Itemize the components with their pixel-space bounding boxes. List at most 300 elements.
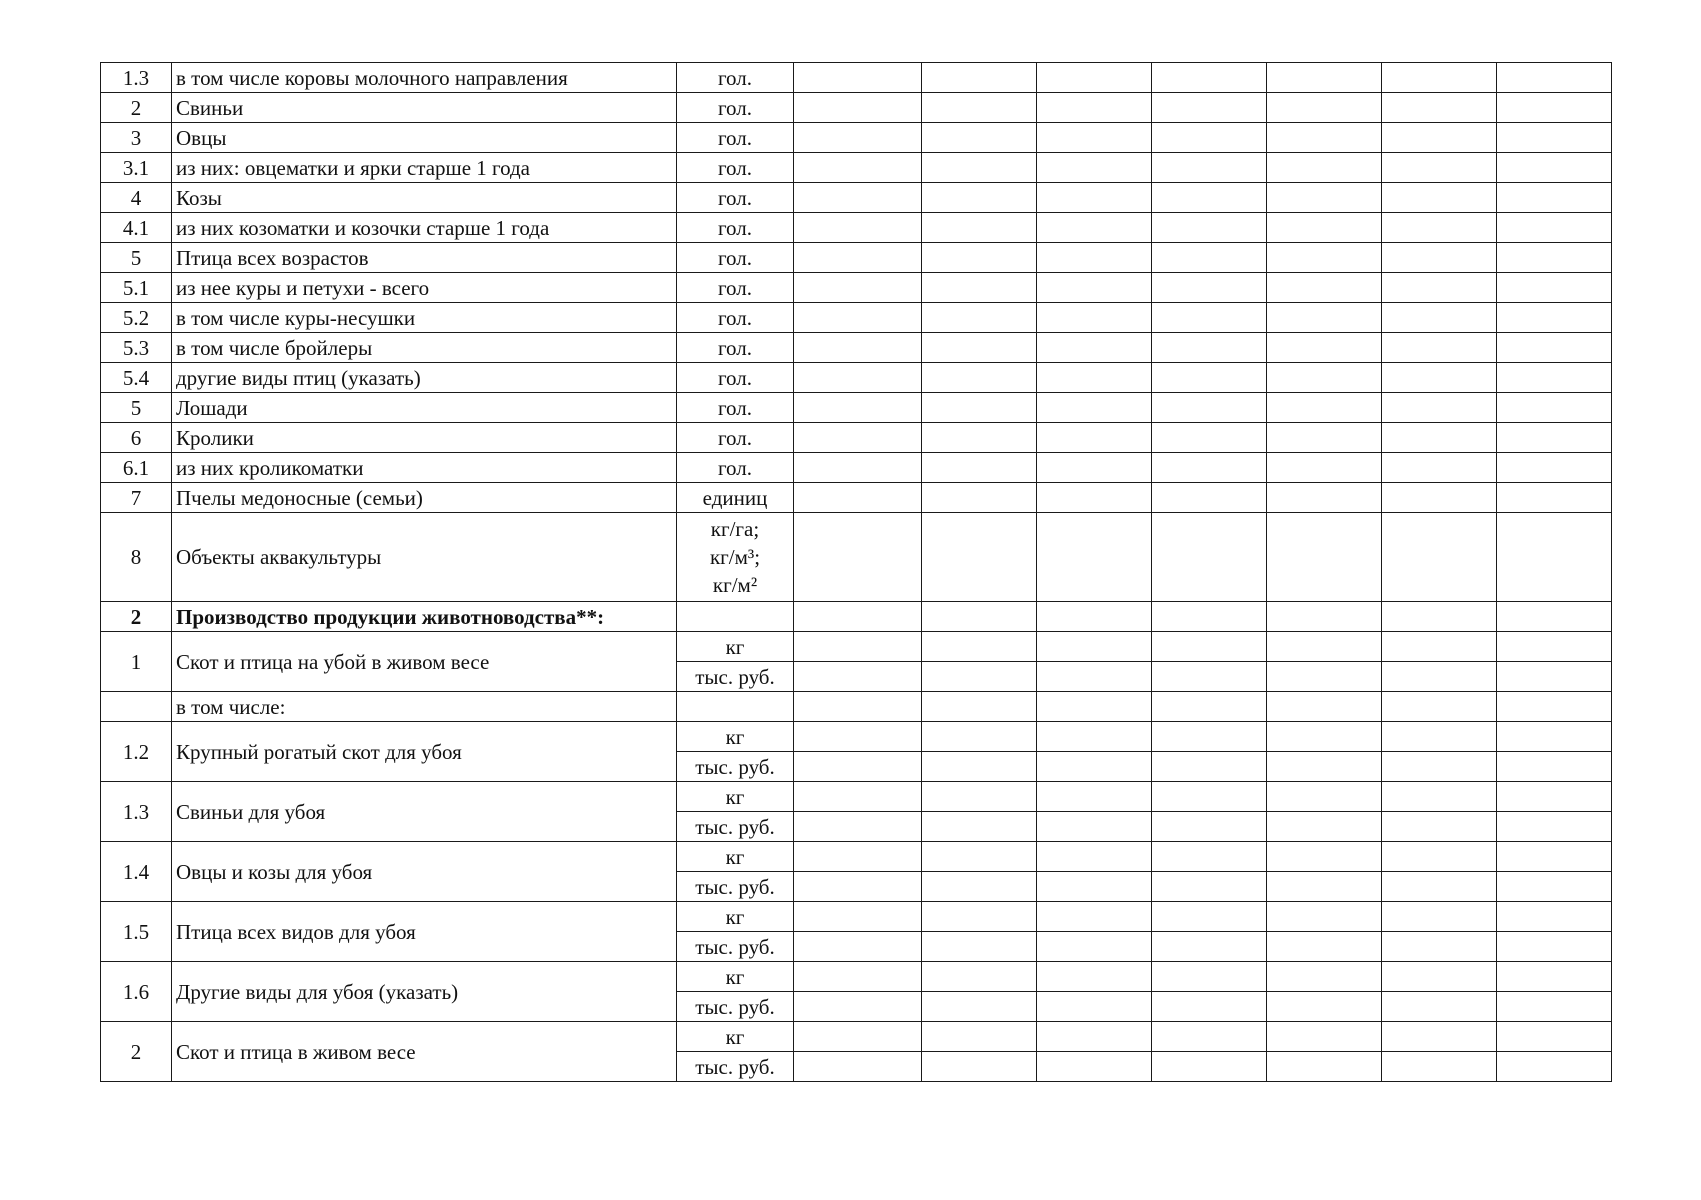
value-cell[interactable] [1267,183,1382,213]
row-indicator-name: в том числе куры-несушки [172,303,677,333]
unit-line: кг/га; [710,517,760,541]
value-cell[interactable] [922,123,1037,153]
value-cell[interactable] [1267,453,1382,483]
table-row [101,902,1612,932]
value-cell[interactable] [794,303,922,333]
value-cell[interactable] [1037,513,1152,602]
value-cell[interactable] [1037,483,1152,513]
row-indicator-name: Кролики [172,423,677,453]
row-indicator-name: из нее куры и петухи - всего [172,273,677,303]
value-cell[interactable] [794,902,922,932]
row-number: 1 [101,632,172,692]
value-cell[interactable] [1497,213,1612,243]
value-cell[interactable] [1037,213,1152,243]
value-cell[interactable] [1497,692,1612,722]
value-cell[interactable] [1267,692,1382,722]
value-cell[interactable] [1152,123,1267,153]
value-cell[interactable] [1267,63,1382,93]
row-indicator-name: другие виды птиц (указать) [172,363,677,393]
value-cell[interactable] [1267,213,1382,243]
value-cell[interactable] [1037,93,1152,123]
value-cell[interactable] [1497,1052,1612,1082]
value-cell[interactable] [794,453,922,483]
value-cell[interactable] [1382,752,1497,782]
value-cell[interactable] [1382,93,1497,123]
row-indicator-name: Производство продукции животноводства**: [172,602,677,632]
value-cell[interactable] [922,93,1037,123]
value-cell[interactable] [1037,662,1152,692]
value-cell[interactable] [794,932,922,962]
row-unit: кг [677,632,794,662]
row-indicator-name: Овцы и козы для убоя [172,842,677,902]
row-indicator-name: в том числе бройлеры [172,333,677,363]
value-cell[interactable] [1267,872,1382,902]
value-cell[interactable] [1497,153,1612,183]
value-cell[interactable] [1497,243,1612,273]
table-row [101,453,1612,483]
value-cell[interactable] [922,183,1037,213]
value-cell[interactable] [1497,1022,1612,1052]
value-cell[interactable] [1267,902,1382,932]
value-cell[interactable] [1497,393,1612,423]
value-cell[interactable] [1152,183,1267,213]
value-cell[interactable] [1497,453,1612,483]
value-cell[interactable] [1152,662,1267,692]
value-cell[interactable] [1037,243,1152,273]
value-cell[interactable] [1267,153,1382,183]
value-cell[interactable] [1382,1052,1497,1082]
value-cell[interactable] [922,992,1037,1022]
value-cell[interactable] [1382,872,1497,902]
table-row [101,93,1612,123]
value-cell[interactable] [794,183,922,213]
value-cell[interactable] [1497,782,1612,812]
value-cell[interactable] [1037,692,1152,722]
value-cell[interactable] [1267,932,1382,962]
value-cell[interactable] [1497,333,1612,363]
value-cell[interactable] [1497,93,1612,123]
value-cell[interactable] [1152,513,1267,602]
value-cell[interactable] [1037,632,1152,662]
value-cell[interactable] [1382,692,1497,722]
value-cell[interactable] [922,752,1037,782]
row-number: 8 [101,513,172,602]
value-cell[interactable] [1037,752,1152,782]
value-cell[interactable] [1497,63,1612,93]
value-cell[interactable] [1382,183,1497,213]
row-number: 5 [101,393,172,423]
value-cell[interactable] [1267,513,1382,602]
value-cell[interactable] [922,842,1037,872]
row-number: 3 [101,123,172,153]
value-cell[interactable] [922,902,1037,932]
value-cell[interactable] [1382,602,1497,632]
value-cell[interactable] [1267,123,1382,153]
value-cell[interactable] [1267,1022,1382,1052]
row-unit: гол. [677,423,794,453]
row-unit: гол. [677,213,794,243]
row-unit: гол. [677,333,794,363]
value-cell[interactable] [922,273,1037,303]
value-cell[interactable] [1152,93,1267,123]
value-cell[interactable] [1382,453,1497,483]
value-cell[interactable] [1152,782,1267,812]
value-cell[interactable] [1152,992,1267,1022]
value-cell[interactable] [922,932,1037,962]
value-cell[interactable] [1267,273,1382,303]
value-cell[interactable] [1152,303,1267,333]
value-cell[interactable] [922,243,1037,273]
value-cell[interactable] [1037,932,1152,962]
value-cell[interactable] [1152,63,1267,93]
livestock-form-table [100,62,1612,1082]
value-cell[interactable] [1497,902,1612,932]
value-cell[interactable] [922,872,1037,902]
value-cell[interactable] [1152,602,1267,632]
value-cell[interactable] [794,632,922,662]
value-cell[interactable] [1152,962,1267,992]
value-cell[interactable] [1037,183,1152,213]
value-cell[interactable] [1267,962,1382,992]
value-cell[interactable] [794,602,922,632]
value-cell[interactable] [1267,842,1382,872]
value-cell[interactable] [1037,1052,1152,1082]
value-cell[interactable] [922,153,1037,183]
value-cell[interactable] [794,333,922,363]
row-number: 1.3 [101,63,172,93]
value-cell[interactable] [922,782,1037,812]
value-cell[interactable] [1152,213,1267,243]
value-cell[interactable] [1382,902,1497,932]
value-cell[interactable] [1382,123,1497,153]
table-row [101,782,1612,812]
value-cell[interactable] [922,513,1037,602]
row-indicator-name: в том числе коровы молочного направления [172,63,677,93]
table-row [101,393,1612,423]
value-cell[interactable] [794,363,922,393]
row-number: 1.4 [101,842,172,902]
value-cell[interactable] [1382,962,1497,992]
value-cell[interactable] [1382,1022,1497,1052]
value-cell[interactable] [1382,932,1497,962]
value-cell[interactable] [794,842,922,872]
value-cell[interactable] [1382,273,1497,303]
row-number: 5.2 [101,303,172,333]
value-cell[interactable] [1037,962,1152,992]
value-cell[interactable] [1267,483,1382,513]
value-cell[interactable] [1267,992,1382,1022]
value-cell[interactable] [794,872,922,902]
value-cell[interactable] [1267,423,1382,453]
value-cell[interactable] [922,333,1037,363]
value-cell[interactable] [794,153,922,183]
value-cell[interactable] [922,1052,1037,1082]
value-cell[interactable] [794,662,922,692]
row-indicator-name: Пчелы медоносные (семьи) [172,483,677,513]
value-cell[interactable] [922,213,1037,243]
value-cell[interactable] [922,453,1037,483]
value-cell[interactable] [794,423,922,453]
value-cell[interactable] [794,812,922,842]
value-cell[interactable] [1382,213,1497,243]
row-number: 7 [101,483,172,513]
value-cell[interactable] [794,1052,922,1082]
value-cell[interactable] [1037,992,1152,1022]
value-cell[interactable] [1497,602,1612,632]
value-cell[interactable] [1152,812,1267,842]
value-cell[interactable] [1037,363,1152,393]
row-unit: кг [677,902,794,932]
value-cell[interactable] [922,812,1037,842]
value-cell[interactable] [1382,423,1497,453]
table-row [101,273,1612,303]
value-cell[interactable] [1267,662,1382,692]
value-cell[interactable] [1497,303,1612,333]
value-cell[interactable] [1497,483,1612,513]
value-cell[interactable] [794,692,922,722]
value-cell[interactable] [922,303,1037,333]
value-cell[interactable] [1152,243,1267,273]
value-cell[interactable] [1037,812,1152,842]
value-cell[interactable] [1037,602,1152,632]
row-number: 4.1 [101,213,172,243]
table-row [101,363,1612,393]
table-row [101,63,1612,93]
value-cell[interactable] [922,363,1037,393]
row-unit: кг [677,722,794,752]
value-cell[interactable] [1382,782,1497,812]
value-cell[interactable] [794,243,922,273]
value-cell[interactable] [922,423,1037,453]
row-unit: тыс. руб. [677,1052,794,1082]
value-cell[interactable] [1152,692,1267,722]
value-cell[interactable] [1152,393,1267,423]
unit-line: кг/м³; [709,545,761,569]
value-cell[interactable] [1037,303,1152,333]
value-cell[interactable] [1037,333,1152,363]
value-cell[interactable] [794,213,922,243]
table-row [101,423,1612,453]
value-cell[interactable] [1382,243,1497,273]
value-cell[interactable] [794,513,922,602]
value-cell[interactable] [1152,722,1267,752]
value-cell[interactable] [794,393,922,423]
value-cell[interactable] [1382,303,1497,333]
row-number: 5.4 [101,363,172,393]
value-cell[interactable] [1267,602,1382,632]
row-unit: гол. [677,453,794,483]
value-cell[interactable] [1497,812,1612,842]
value-cell[interactable] [1037,842,1152,872]
value-cell[interactable] [1267,632,1382,662]
value-cell[interactable] [922,1022,1037,1052]
row-number [101,692,172,722]
row-indicator-name: Лошади [172,393,677,423]
value-cell[interactable] [794,962,922,992]
value-cell[interactable] [1152,902,1267,932]
value-cell[interactable] [1382,363,1497,393]
value-cell[interactable] [1152,872,1267,902]
value-cell[interactable] [1382,393,1497,423]
value-cell[interactable] [1267,393,1382,423]
row-indicator-name: Овцы [172,123,677,153]
table-row [101,602,1612,632]
value-cell[interactable] [1497,722,1612,752]
value-cell[interactable] [922,602,1037,632]
row-unit: тыс. руб. [677,992,794,1022]
value-cell[interactable] [922,722,1037,752]
value-cell[interactable] [922,662,1037,692]
table-row [101,722,1612,752]
value-cell[interactable] [1382,812,1497,842]
row-indicator-name: Скот и птица на убой в живом весе [172,632,677,692]
row-indicator-name: Скот и птица в живом весе [172,1022,677,1082]
value-cell[interactable] [1382,662,1497,692]
row-unit [677,692,794,722]
value-cell[interactable] [1152,1022,1267,1052]
table-row [101,962,1612,992]
row-indicator-name: Свиньи [172,93,677,123]
value-cell[interactable] [1497,872,1612,902]
value-cell[interactable] [1497,662,1612,692]
value-cell[interactable] [1152,363,1267,393]
value-cell[interactable] [1497,123,1612,153]
value-cell[interactable] [794,992,922,1022]
value-cell[interactable] [794,752,922,782]
value-cell[interactable] [1152,333,1267,363]
row-number: 5 [101,243,172,273]
value-cell[interactable] [922,692,1037,722]
value-cell[interactable] [1497,842,1612,872]
value-cell[interactable] [1037,393,1152,423]
value-cell[interactable] [1037,453,1152,483]
value-cell[interactable] [1152,153,1267,183]
value-cell[interactable] [1382,632,1497,662]
value-cell[interactable] [794,483,922,513]
value-cell[interactable] [794,123,922,153]
value-cell[interactable] [1497,513,1612,602]
value-cell[interactable] [1267,722,1382,752]
row-indicator-name: Птица всех возрастов [172,243,677,273]
row-number: 2 [101,602,172,632]
value-cell[interactable] [794,1022,922,1052]
table-row [101,842,1612,872]
value-cell[interactable] [1382,333,1497,363]
value-cell[interactable] [1497,962,1612,992]
table-row [101,303,1612,333]
value-cell[interactable] [1037,722,1152,752]
value-cell[interactable] [794,273,922,303]
value-cell[interactable] [1037,63,1152,93]
table-row [101,483,1612,513]
row-number: 5.1 [101,273,172,303]
row-unit: тыс. руб. [677,752,794,782]
row-unit: гол. [677,273,794,303]
value-cell[interactable] [794,782,922,812]
row-unit: гол. [677,123,794,153]
row-unit: гол. [677,153,794,183]
value-cell[interactable] [1037,123,1152,153]
value-cell[interactable] [1152,1052,1267,1082]
value-cell[interactable] [1037,872,1152,902]
value-cell[interactable] [1267,303,1382,333]
value-cell[interactable] [1497,363,1612,393]
row-unit: гол. [677,363,794,393]
value-cell[interactable] [1267,93,1382,123]
value-cell[interactable] [1152,423,1267,453]
row-indicator-name: Свиньи для убоя [172,782,677,842]
value-cell[interactable] [794,63,922,93]
value-cell[interactable] [1497,423,1612,453]
value-cell[interactable] [1497,632,1612,662]
value-cell[interactable] [1497,183,1612,213]
row-unit: гол. [677,183,794,213]
value-cell[interactable] [1497,752,1612,782]
value-cell[interactable] [1037,153,1152,183]
value-cell[interactable] [1037,1022,1152,1052]
row-indicator-name: Козы [172,183,677,213]
row-indicator-name: Крупный рогатый скот для убоя [172,722,677,782]
value-cell[interactable] [1382,513,1497,602]
table-body [101,63,1612,1082]
value-cell[interactable] [794,722,922,752]
value-cell[interactable] [1267,363,1382,393]
row-unit: гол. [677,93,794,123]
value-cell[interactable] [1382,992,1497,1022]
value-cell[interactable] [1152,273,1267,303]
value-cell[interactable] [1152,632,1267,662]
value-cell[interactable] [1382,483,1497,513]
value-cell[interactable] [922,393,1037,423]
row-unit: гол. [677,243,794,273]
table-row [101,333,1612,363]
value-cell[interactable] [1267,782,1382,812]
value-cell[interactable] [922,632,1037,662]
value-cell[interactable] [922,63,1037,93]
value-cell[interactable] [1497,273,1612,303]
value-cell[interactable] [1382,722,1497,752]
unit-line: кг/м² [712,573,758,597]
value-cell[interactable] [1382,842,1497,872]
value-cell[interactable] [1152,932,1267,962]
value-cell[interactable] [1382,63,1497,93]
value-cell[interactable] [1037,782,1152,812]
value-cell[interactable] [1037,902,1152,932]
value-cell[interactable] [922,962,1037,992]
row-unit [677,513,794,602]
value-cell[interactable] [922,483,1037,513]
value-cell[interactable] [1497,992,1612,1022]
row-unit: кг [677,962,794,992]
value-cell[interactable] [1267,812,1382,842]
value-cell[interactable] [1037,423,1152,453]
value-cell[interactable] [1382,153,1497,183]
value-cell[interactable] [1497,932,1612,962]
value-cell[interactable] [1152,453,1267,483]
value-cell[interactable] [1152,842,1267,872]
value-cell[interactable] [1037,273,1152,303]
value-cell[interactable] [1267,333,1382,363]
value-cell[interactable] [1152,752,1267,782]
row-unit: тыс. руб. [677,662,794,692]
value-cell[interactable] [794,93,922,123]
row-unit [677,602,794,632]
value-cell[interactable] [1267,752,1382,782]
row-indicator-name: из них: овцематки и ярки старше 1 года [172,153,677,183]
value-cell[interactable] [1152,483,1267,513]
value-cell[interactable] [1267,243,1382,273]
value-cell[interactable] [1267,1052,1382,1082]
